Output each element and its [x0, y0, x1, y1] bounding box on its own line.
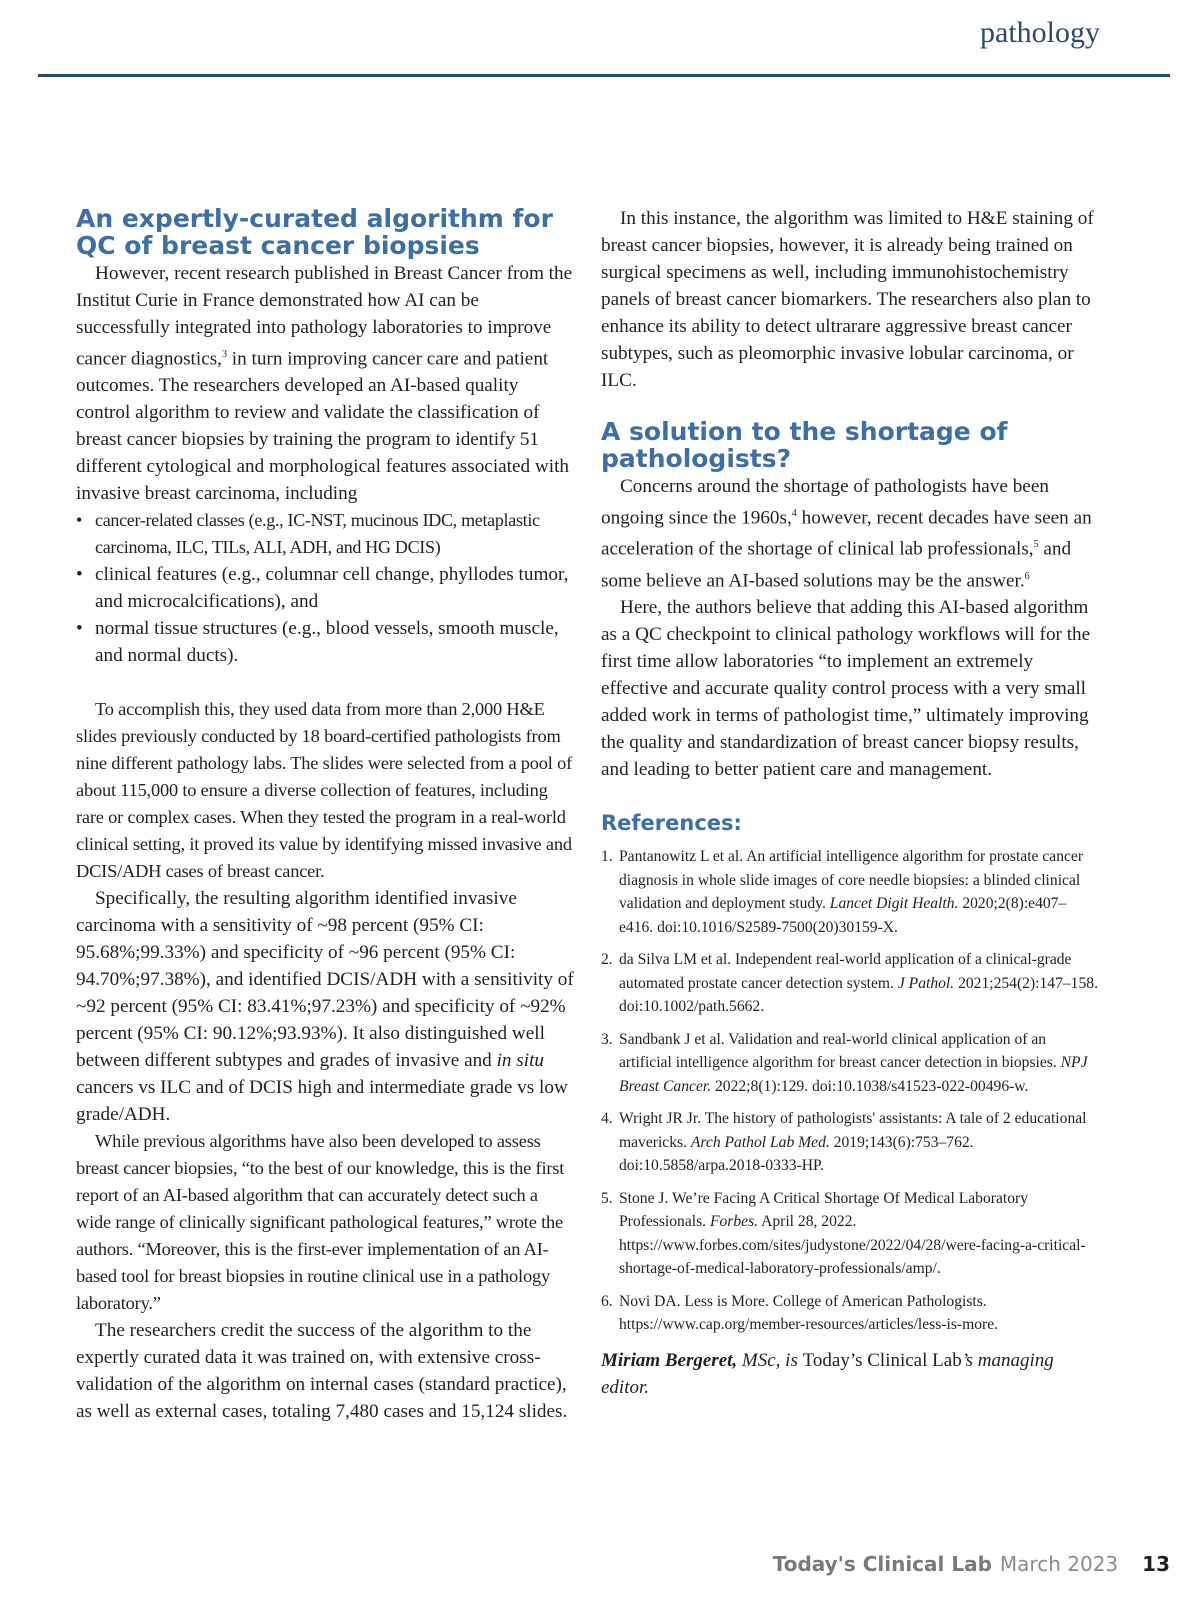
left-column: [76, 205, 574, 1425]
citation-3: 3: [221, 349, 227, 360]
reference-item: 2. da Silva LM et al. Independent real-world application of a clinical-grade automated prostate cancer detection system. J Pathol. 2021;254(2):147–158. doi:10.1002/path.5662.: [601, 951, 1098, 1016]
author-byline: Miriam Bergeret, MSc, is Today’s Clinical Lab’s managing editor.: [601, 1349, 1054, 1398]
reference-item: 3. Sandbank J et al. Validation and real-world clinical application of an artificial intelligence algorithm for breast cancer detection in biopsies. NPJ Breast Cancer. 2022;8(1):129. doi:10.1038/s41523-022-00496-w.: [601, 1030, 1088, 1095]
page-number: 13: [1142, 1552, 1170, 1576]
reference-item: 4. Wright JR Jr. The history of pathologists' assistants: A tale of 2 educational mavericks. Arch Pathol Lab Med. 2019;143(6):753–762. doi:10.5858/arpa.2018-0333-HP.: [601, 1110, 1087, 1175]
paragraph-data: To accomplish this, they used data from more than 2,000 H&E slides previously conducted by 18 board-certified pathologists from nine different pathology labs. The slides were selected from a pool of about 115,000 to ensure a diverse collection of features, including rare or complex cases. When they tested the program in a real-world clinical setting, it proved its value by identifying missed invasive and DCIS/ADH cases of breast cancer.: [76, 699, 573, 882]
paragraph-concerns: Concerns around the shortage of pathologists have been ongoing since the 1960s,$^4$ however, recent decades have seen an acceleration of the shortage of clinical lab professionals,$^5$ and some believe an AI-based solutions may be the answer.$^6$: [601, 476, 1092, 592]
right-column: [601, 205, 1098, 1401]
list-item: • cancer-related classes (e.g., IC-NST, mucinous IDC, metaplastic carcinoma, ILC, TILs, ALI, ADH, and HG DCIS): [76, 510, 540, 558]
reference-item: 6. Novi DA. Less is More. College of American Pathologists. https://www.cap.org/member-resources/articles/less-is-more.: [601, 1292, 999, 1334]
citation-5: 5: [1033, 539, 1039, 551]
header-divider: [38, 74, 1170, 77]
list-item: • normal tissue structures (e.g., blood vessels, smooth muscle, and normal ducts).: [76, 618, 559, 667]
reference-item: 1. Pantanowitz L et al. An artificial intelligence algorithm for prostate cancer diagnosis in whole slide images of core needle biopsies: a blinded clinical validation and deployment study. Lancet Digit Health. 2020;2(8):e407–e416. doi:10.1016/S2589-7500(20)30159-X.: [601, 848, 1084, 936]
list-item: • clinical features (e.g., columnar cell change, phyllodes tumor, and microcalcifications), and: [76, 564, 569, 613]
citation-6: 6: [1024, 570, 1030, 582]
citation-4: 4: [791, 508, 797, 519]
paragraph-results: Specifically, the resulting algorithm identified invasive carcinoma with a sensitivity of ~98 percent (95% CI: 95.68%;99.33%) and specificity of ~96 percent (95% CI: 94.70%;97.38%), and identified DCIS/ADH with a sensitivity of ~92 percent (95% CI: 83.41%;97.23%) and specificity of ~92% percent (95% CI: 90.12%;93.93%). It also distinguished well between different subtypes and grades of invasive and in situ cancers vs ILC and of DCIS high and intermediate grade vs low grade/ADH.: [76, 888, 574, 1126]
paragraph-authors: Here, the authors believe that adding this AI-based algorithm as a QC checkpoint to clinical pathology workflows will for the first time allow laboratories “to implement an extremely effective and accurate quality control process with a very small added work in terms of pathologist time,” ultimately improving the quality and standardization of breast cancer biopsy results, and leading to better patient care and management.: [601, 597, 1091, 781]
article-heading: An expertly-curated algorithm for QC of breast cancer biopsies: [76, 204, 553, 260]
shortage-heading: A solution to the shortage of pathologists?: [601, 417, 1008, 473]
references-list: [601, 845, 1098, 1337]
feature-list: [76, 507, 574, 669]
page-footer: [773, 1552, 1170, 1576]
paragraph-intro: However, recent research published in Breast Cancer from the Institut Curie in France demonstrated how AI can be successfully integrated into pathology laboratories to improve cancer diagnostics,$^3$ in turn improving cancer care and patient outcomes. The researchers developed an AI-based quality control algorithm to review and validate the classification of breast cancer biopsies by training the program to identify 51 different cytological and morphological features associated with invasive breast carcinoma, including: [76, 263, 573, 505]
issue-date: March 2023: [999, 1552, 1119, 1576]
paragraph-credit: The researchers credit the success of the algorithm to the expertly curated data it was trained on, with extensive cross-validation of the algorithm on internal cases (standard practice), as well as external cases, totaling 7,480 cases and 15,124 slides.: [76, 1320, 568, 1423]
section-label: pathology: [980, 16, 1100, 49]
publication-name: Today's Clinical Lab: [772, 1552, 992, 1576]
reference-item: 5. Stone J. We’re Facing A Critical Shortage Of Medical Laboratory Professionals. Forbes. April 28, 2022. https://www.forbes.com/sites/judystone/2022/04/28/were-facing-a-critical-shortage-of-medical-laboratory-professionals/amp/.: [601, 1189, 1086, 1278]
references-heading: References:: [601, 811, 742, 836]
paragraph-quote: While previous algorithms have also been developed to assess breast cancer biopsies, “to the best of our knowledge, this is the first report of an AI-based algorithm that can accurately detect such a wide range of clinically significant pathological features,” wrote the authors. “Moreover, this is the first-ever implementation of an AI-based tool for breast biopsies in routine clinical use in a pathology laboratory.”: [76, 1131, 565, 1314]
paragraph-instance: In this instance, the algorithm was limited to H&E staining of breast cancer biopsies, however, it is already being trained on surgical specimens as well, including immunohistochemistry panels of breast cancer biomarkers. The researchers also plan to enhance its ability to detect ultrarare aggressive breast cancer subtypes, such as pleomorphic invasive lobular carcinoma, or ILC.: [601, 208, 1094, 391]
